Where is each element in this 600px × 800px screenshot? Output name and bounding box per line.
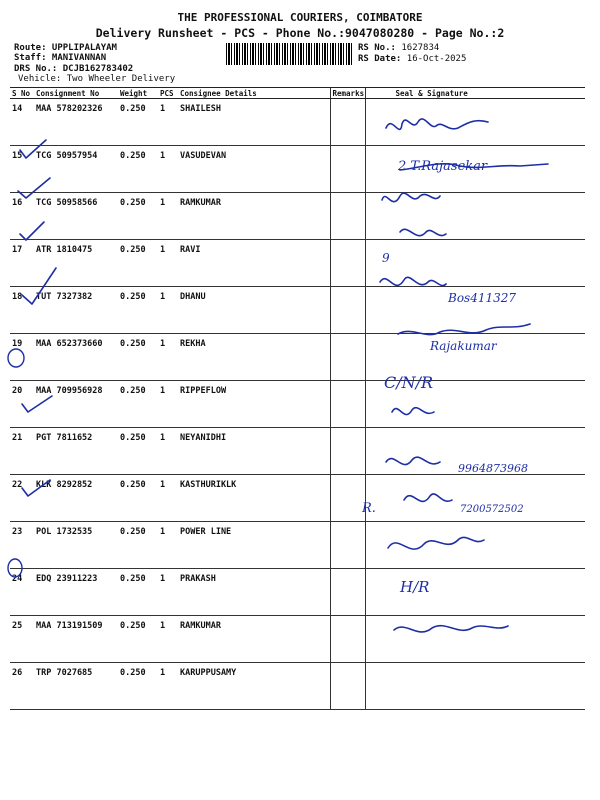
row-signature <box>365 193 585 240</box>
row-sno: 23 <box>10 522 34 569</box>
table-row <box>10 522 585 569</box>
handwritten-r22-phone: 9964873968 <box>458 462 528 475</box>
col-sno: S No <box>10 88 34 99</box>
row-signature <box>365 616 585 663</box>
row-signature <box>365 475 585 522</box>
row-consignee: RIPPEFLOW <box>178 381 330 428</box>
row-pcs: 1 <box>158 475 178 522</box>
row-remarks <box>330 193 365 240</box>
row-pcs: 1 <box>158 287 178 334</box>
row-consignment-no: TUT 7327382 <box>34 287 118 334</box>
row-weight: 0.250 <box>118 616 158 663</box>
row-signature <box>365 522 585 569</box>
runsheet-subtitle: Delivery Runsheet - PCS - Phone No.:9047080280 - Page No.:2 <box>95 26 505 40</box>
row-remarks <box>330 287 365 334</box>
row-signature <box>365 240 585 287</box>
col-pcs: PCS <box>158 88 178 99</box>
table-row <box>10 287 585 334</box>
row-signature <box>365 569 585 616</box>
rs-date-value: 16-Oct-2025 <box>406 54 467 64</box>
table-row <box>10 193 585 240</box>
row-sno: 17 <box>10 240 34 287</box>
row-consignment-no: TRP 7027685 <box>34 663 118 710</box>
table-row <box>10 663 585 710</box>
row-weight: 0.250 <box>118 381 158 428</box>
row-weight: 0.250 <box>118 428 158 475</box>
table-row <box>10 146 585 193</box>
row-consignment-no: ATR 1810475 <box>34 240 118 287</box>
rs-date <box>358 54 466 64</box>
row-pcs: 1 <box>158 428 178 475</box>
row-consignment-no: MAA 652373660 <box>34 334 118 381</box>
table-header-row <box>10 88 585 99</box>
row-remarks <box>330 99 365 146</box>
row-sno: 20 <box>10 381 34 428</box>
row-consignee: VASUDEVAN <box>178 146 330 193</box>
handwritten-r15: 2 T.Rajasekar <box>398 159 488 174</box>
row-remarks <box>330 522 365 569</box>
row-weight: 0.250 <box>118 522 158 569</box>
row-weight: 0.250 <box>118 240 158 287</box>
row-consignee: DHANU <box>178 287 330 334</box>
table-row <box>10 381 585 428</box>
row-pcs: 1 <box>158 99 178 146</box>
table-row <box>10 569 585 616</box>
row-remarks <box>330 569 365 616</box>
row-weight: 0.250 <box>118 146 158 193</box>
row-remarks <box>330 616 365 663</box>
row-consignment-no: MAA 578202326 <box>34 99 118 146</box>
row-pcs: 1 <box>158 193 178 240</box>
row-pcs: 1 <box>158 334 178 381</box>
row-consignment-no: KLK 8292852 <box>34 475 118 522</box>
row-sno: 15 <box>10 146 34 193</box>
col-weight: Weight <box>118 88 158 99</box>
handwritten-r18: Bos411327 <box>448 291 517 305</box>
row-sno: 25 <box>10 616 34 663</box>
handwritten-r23-prefix: R. <box>362 501 376 516</box>
row-weight: 0.250 <box>118 193 158 240</box>
table-row <box>10 240 585 287</box>
row-consignee: NEYANIDHI <box>178 428 330 475</box>
row-pcs: 1 <box>158 146 178 193</box>
table-row <box>10 616 585 663</box>
row-remarks <box>330 334 365 381</box>
row-consignment-no: EDQ 23911223 <box>34 569 118 616</box>
row-remarks <box>330 146 365 193</box>
handwritten-r23-phone: 7200572502 <box>460 504 524 515</box>
row-remarks <box>330 381 365 428</box>
route-label: Route: UPPLIPALAYAM <box>14 43 117 53</box>
row-consignment-no: TCG 50958566 <box>34 193 118 240</box>
row-consignee: RAVI <box>178 240 330 287</box>
rs-number <box>358 43 439 53</box>
row-signature <box>365 663 585 710</box>
row-signature <box>365 381 585 428</box>
row-weight: 0.250 <box>118 334 158 381</box>
table-row <box>10 428 585 475</box>
row-consignee: KASTHURIKLK <box>178 475 330 522</box>
col-signature: Seal & Signature <box>365 88 585 99</box>
rs-date-label: RS Date: <box>358 54 402 64</box>
handwritten-r25: H/R <box>400 578 430 596</box>
row-signature <box>365 146 585 193</box>
table-row <box>10 99 585 146</box>
rs-number-value: 1627834 <box>401 43 440 53</box>
staff-label: Staff: MANIVANNAN <box>14 53 107 63</box>
col-consignee: Consignee Details <box>178 88 330 99</box>
barcode <box>226 43 354 65</box>
table-row <box>10 475 585 522</box>
row-consignee: PRAKASH <box>178 569 330 616</box>
row-weight: 0.250 <box>118 287 158 334</box>
col-consignment: Consignment No <box>34 88 118 99</box>
row-consignee: RAMKUMAR <box>178 193 330 240</box>
row-consignee: REKHA <box>178 334 330 381</box>
row-weight: 0.250 <box>118 663 158 710</box>
row-weight: 0.250 <box>118 99 158 146</box>
handwritten-r20: C/N/R <box>384 373 434 392</box>
row-remarks <box>330 663 365 710</box>
row-consignee: KARUPPUSAMY <box>178 663 330 710</box>
row-signature <box>365 334 585 381</box>
row-consignment-no: POL 1732535 <box>34 522 118 569</box>
row-signature <box>365 287 585 334</box>
row-remarks <box>330 428 365 475</box>
row-pcs: 1 <box>158 616 178 663</box>
row-sno: 24 <box>10 569 34 616</box>
row-sno: 18 <box>10 287 34 334</box>
row-consignee: POWER LINE <box>178 522 330 569</box>
row-weight: 0.250 <box>118 475 158 522</box>
row-pcs: 1 <box>158 663 178 710</box>
rs-number-label: RS No.: <box>358 43 396 53</box>
row-consignment-no: TCG 50957954 <box>34 146 118 193</box>
runsheet-table <box>10 87 585 710</box>
handwritten-r19: Rajakumar <box>430 339 497 353</box>
row-pcs: 1 <box>158 569 178 616</box>
row-consignee: RAMKUMAR <box>178 616 330 663</box>
row-pcs: 1 <box>158 381 178 428</box>
row-signature <box>365 428 585 475</box>
table-row <box>10 334 585 381</box>
row-pcs: 1 <box>158 240 178 287</box>
row-sno: 16 <box>10 193 34 240</box>
company-title: THE PROFESSIONAL COURIERS, COIMBATORE <box>177 11 423 24</box>
row-consignment-no: MAA 713191509 <box>34 616 118 663</box>
row-sno: 26 <box>10 663 34 710</box>
row-sno: 14 <box>10 99 34 146</box>
handwritten-r17: 9 <box>382 251 390 265</box>
row-sno: 19 <box>10 334 34 381</box>
col-remarks: Remarks <box>330 88 365 99</box>
drs-label: DRS No.: DCJB162783402 <box>14 64 134 74</box>
row-remarks <box>330 240 365 287</box>
row-remarks <box>330 475 365 522</box>
row-signature <box>365 99 585 146</box>
row-pcs: 1 <box>158 522 178 569</box>
row-weight: 0.250 <box>118 569 158 616</box>
row-consignee: SHAILESH <box>178 99 330 146</box>
row-consignment-no: MAA 709956928 <box>34 381 118 428</box>
row-sno: 22 <box>10 475 34 522</box>
vehicle-label: Vehicle: Two Wheeler Delivery <box>18 74 176 84</box>
row-consignment-no: PGT 7811652 <box>34 428 118 475</box>
row-sno: 21 <box>10 428 34 475</box>
